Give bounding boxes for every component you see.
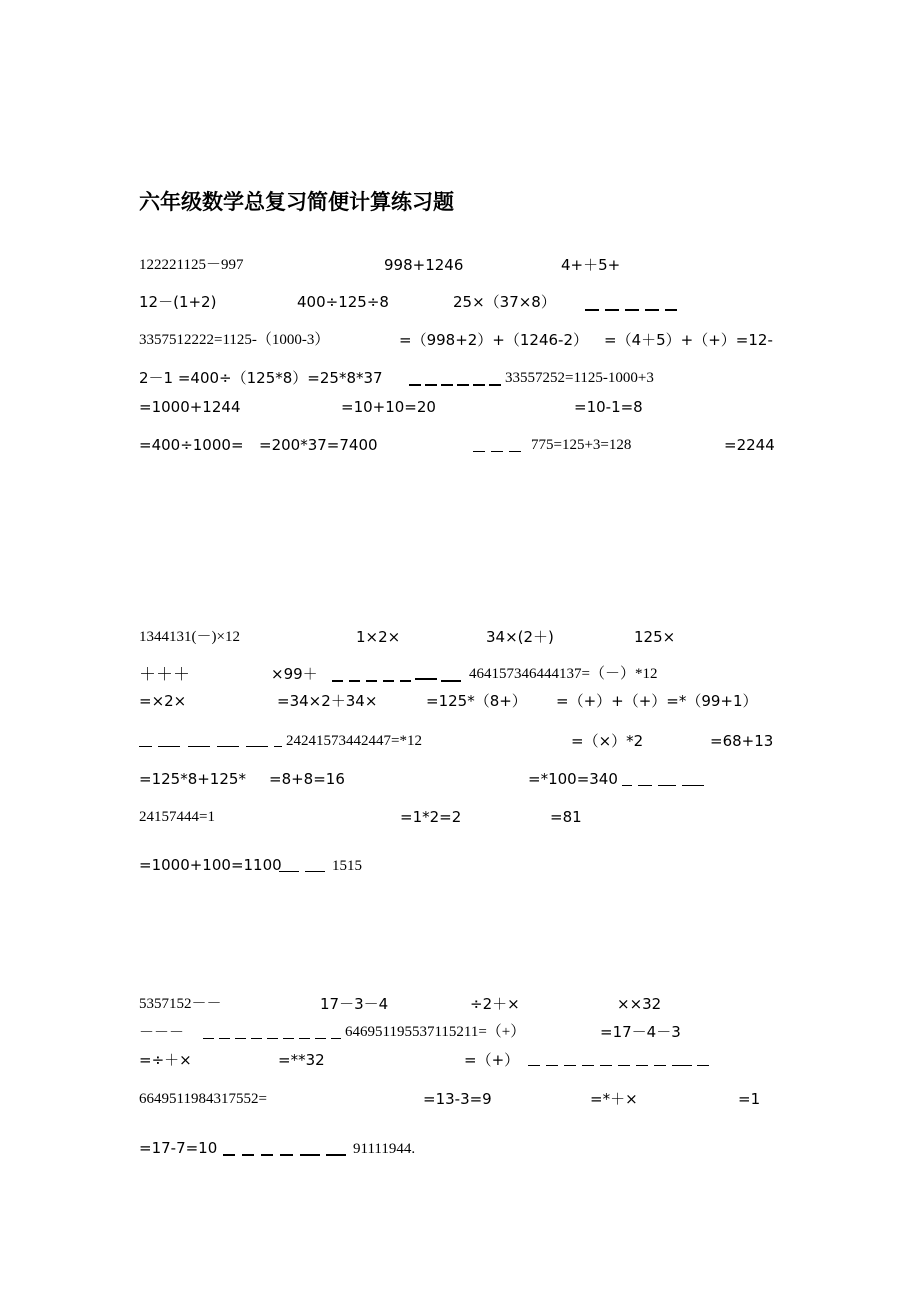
- blank-dash: [528, 1065, 540, 1066]
- blank-dash: [491, 451, 503, 452]
- s1-line6-c: 775=125+3=128: [531, 437, 632, 453]
- blank-dash: [473, 451, 485, 452]
- s2-line4-c: =68+13: [710, 732, 774, 750]
- blank-dash: [203, 1038, 214, 1039]
- blank-dash: [441, 680, 461, 682]
- s2-line2-c: 464157346444137=（－）*12: [469, 666, 658, 682]
- blank-dash: [489, 384, 501, 386]
- blank-dash: [315, 1038, 326, 1039]
- blank-dash: [267, 1038, 278, 1039]
- blank-dash: [605, 309, 619, 311]
- s1-line4-b: 33557252=1125-1000+3: [505, 370, 654, 386]
- blank-dash: [457, 384, 469, 386]
- blank-dash: [425, 384, 437, 386]
- s1-line5-c: =10-1=8: [574, 398, 643, 416]
- s2-line3-d: =（+）+（+）=*（99+1）: [556, 692, 758, 710]
- s2-line6-b: =1*2=2: [400, 808, 462, 826]
- blank-dash: [441, 384, 453, 386]
- blank-dash: [665, 309, 677, 311]
- blank-dash: [582, 1065, 594, 1066]
- s3-line3-c: =（+）: [464, 1051, 520, 1069]
- s1-line4-a: 2－1 =400÷（125*8）=25*8*37: [139, 369, 383, 387]
- blank-dash: [645, 309, 659, 311]
- blank-dash: [242, 1154, 254, 1156]
- blank-dash: [332, 680, 343, 682]
- s1-line5-b: =10+10=20: [341, 398, 436, 416]
- blank-dash: [158, 746, 180, 747]
- blank-dash: [682, 785, 704, 786]
- s3-line4-b: =13-3=9: [423, 1090, 492, 1108]
- blank-dash: [366, 680, 377, 682]
- blank-dash: [280, 1154, 293, 1156]
- s1-line1-c: 4+＋5+: [561, 256, 621, 274]
- blank-dash: [299, 1038, 310, 1039]
- blank-dash: [697, 1065, 709, 1066]
- blank-dash: [283, 1038, 294, 1039]
- s2-line1-b: 1×2×: [356, 628, 401, 646]
- s3-line5-b: 91111944.: [353, 1141, 416, 1157]
- blank-dash: [672, 1065, 692, 1066]
- s2-line4-a: 24241573442447=*12: [286, 733, 422, 749]
- s3-line1-c: ÷2＋×: [470, 995, 520, 1013]
- s1-line5-a: =1000+1244: [139, 398, 241, 416]
- s2-line1-d: 125×: [634, 628, 676, 646]
- blank-dash: [618, 1065, 630, 1066]
- s2-line3-c: =125*（8+）: [426, 692, 527, 710]
- blank-dash: [300, 1154, 320, 1156]
- s2-line5-b: =8+8=16: [269, 770, 345, 788]
- s3-line1-a: 5357152－－: [139, 996, 222, 1012]
- s3-line3-b: =**32: [278, 1051, 325, 1069]
- blank-dash: [415, 678, 437, 680]
- blank-dash: [261, 1154, 273, 1156]
- blank-dash: [223, 1154, 235, 1156]
- blank-dash: [585, 309, 599, 311]
- s3-line1-d: ××32: [617, 995, 662, 1013]
- page-title: 六年级数学总复习简便计算练习题: [139, 190, 454, 214]
- s2-line2-a: ＋＋＋: [139, 665, 190, 685]
- s2-line7-a: =1000+100=1100: [139, 856, 282, 874]
- s3-line1-b: 17－3－4: [320, 995, 389, 1013]
- s2-line6-a: 24157444=1: [139, 809, 215, 825]
- s1-line6-a: =400÷1000=: [139, 436, 244, 454]
- blank-dash: [625, 309, 639, 311]
- s2-line4-b: =（×）*2: [571, 732, 644, 750]
- blank-dash: [638, 785, 652, 786]
- blank-dash: [509, 451, 521, 452]
- s3-line2-c: =17－4－3: [600, 1023, 681, 1041]
- blank-dash: [383, 680, 394, 682]
- blank-dash: [400, 680, 411, 682]
- s2-line5-c: =*100=340: [528, 770, 618, 788]
- s3-line5-a: =17-7=10: [139, 1139, 218, 1157]
- s3-line4-c: =*＋×: [590, 1090, 638, 1108]
- blank-dash: [564, 1065, 576, 1066]
- blank-dash: [251, 1038, 262, 1039]
- s1-line6-b: =200*37=7400: [259, 436, 378, 454]
- s2-line1-c: 34×(2＋): [486, 628, 554, 646]
- blank-dash: [636, 1065, 648, 1066]
- s2-line3-b: =34×2＋34×: [277, 692, 378, 710]
- blank-dash: [654, 1065, 666, 1066]
- s1-line3-a: 3357512222=1125-（1000-3）: [139, 332, 330, 348]
- blank-dash: [546, 1065, 558, 1066]
- blank-dash: [349, 680, 360, 682]
- s3-line2-b: 646951195537115211=（+）: [345, 1024, 526, 1040]
- s2-line3-a: =×2×: [139, 692, 187, 710]
- blank-dash: [279, 871, 299, 872]
- blank-dash: [274, 746, 282, 747]
- blank-dash: [246, 746, 268, 747]
- s1-line3-b: =（998+2）+（1246-2）: [399, 331, 589, 349]
- s2-line2-b: ×99＋: [271, 665, 318, 683]
- s1-line1-b: 998+1246: [384, 256, 464, 274]
- blank-dash: [658, 785, 676, 786]
- s1-line2-a: 12－(1+2): [139, 293, 217, 311]
- blank-dash: [331, 1038, 341, 1039]
- s2-line7-b: 1515: [332, 858, 362, 874]
- blank-dash: [409, 384, 421, 386]
- s1-line2-b: 400÷125÷8: [297, 293, 389, 311]
- blank-dash: [600, 1065, 612, 1066]
- blank-dash: [188, 746, 210, 747]
- blank-dash: [473, 384, 485, 386]
- s1-line1-a: 122221125－997: [139, 257, 244, 273]
- blank-dash: [217, 746, 239, 747]
- s3-line4-d: =1: [738, 1090, 761, 1108]
- s2-line6-c: =81: [550, 808, 582, 826]
- blank-dash: [235, 1038, 246, 1039]
- s1-line3-c: =（4＋5）+（+）=12-: [604, 331, 773, 349]
- blank-dash: [219, 1038, 230, 1039]
- s3-line4-a: 6649511984317552=: [139, 1091, 267, 1107]
- blank-dash: [622, 785, 632, 786]
- s1-line6-d: =2244: [724, 436, 775, 454]
- blank-dash: [305, 871, 325, 872]
- blank-dash: [139, 746, 152, 747]
- s2-line5-a: =125*8+125*: [139, 770, 246, 788]
- s3-line3-a: =÷＋×: [139, 1051, 192, 1069]
- s1-line2-c: 25×（37×8）: [453, 293, 556, 311]
- s3-line2-a: －－－: [139, 1023, 185, 1041]
- blank-dash: [326, 1154, 346, 1156]
- s2-line1-a: 1344131(－)×12: [139, 629, 240, 645]
